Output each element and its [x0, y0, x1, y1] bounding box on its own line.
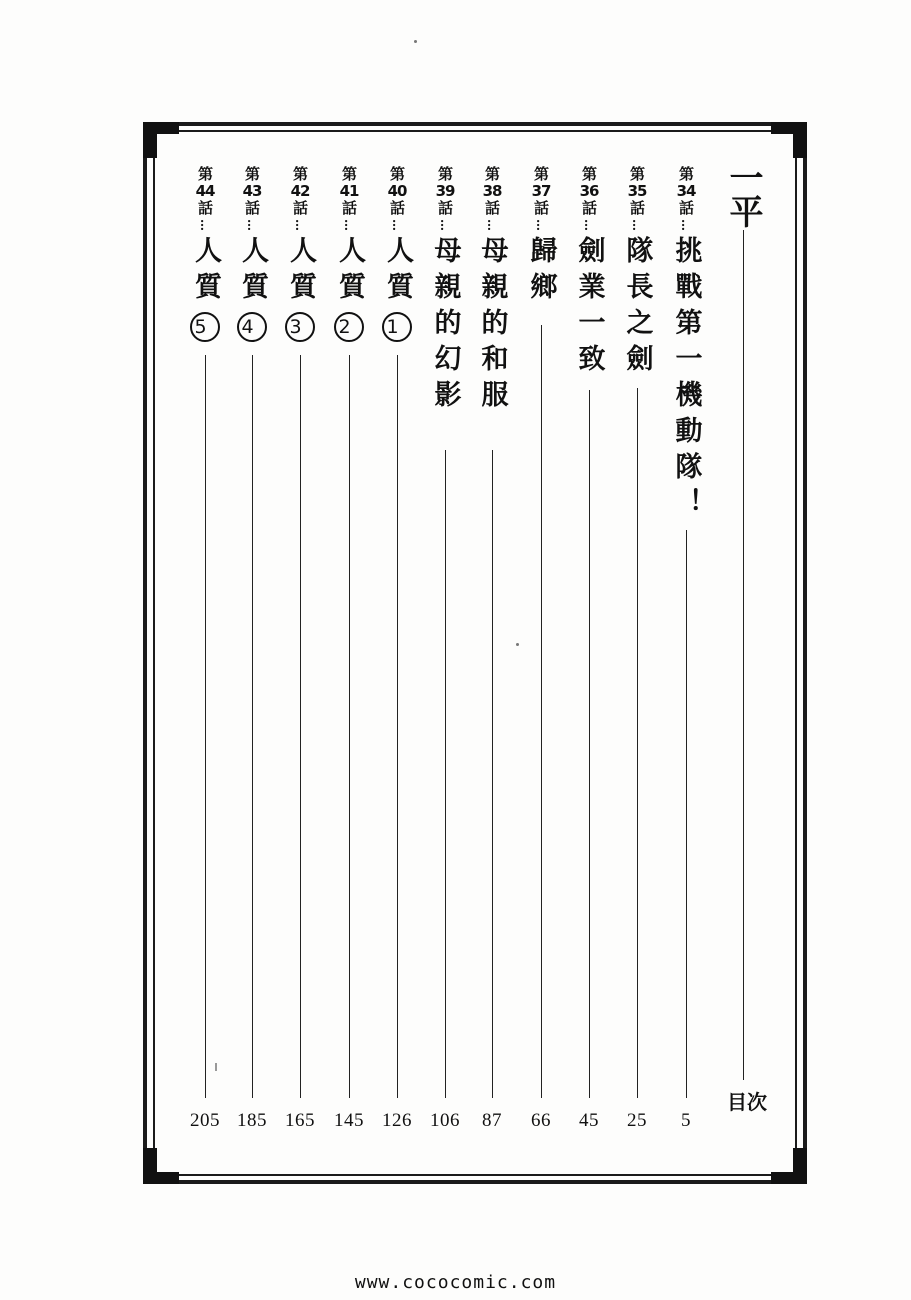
chapter-part-number: 5 [190, 312, 220, 342]
chapter-entry[interactable] [567, 166, 611, 380]
chapter-page-number: 185 [237, 1110, 267, 1131]
chapter-page-number: 45 [579, 1110, 599, 1131]
chapter-title-text: 母親的幻影 [429, 236, 461, 416]
chapter-page-number: 66 [531, 1110, 551, 1131]
chapter-page-number: 205 [190, 1110, 220, 1131]
chapter-entry[interactable] [230, 166, 274, 342]
chapter-title-text: 人質 [382, 236, 413, 308]
chapter-label: 第34話 [676, 165, 696, 217]
chapter-leader-line [492, 450, 493, 1098]
chapter-entry[interactable] [278, 166, 322, 342]
chapter-leader-dots: … [630, 219, 644, 232]
chapter-title [573, 236, 605, 380]
chapter-title [190, 236, 220, 342]
chapter-entry[interactable] [615, 166, 659, 380]
chapter-part-number: 3 [285, 312, 315, 342]
chapter-leader-dots: … [582, 219, 596, 232]
toc-heading-top: 一平 [723, 160, 763, 228]
chapter-label: 第43話 [242, 165, 262, 217]
chapter-label: 第42話 [290, 165, 310, 217]
chapter-title [525, 236, 557, 308]
chapter-page-number: 5 [681, 1110, 691, 1131]
chapter-leader-line [252, 355, 253, 1098]
chapter-leader-line [300, 355, 301, 1098]
frame-corner-bl-h [143, 1172, 179, 1184]
chapter-leader-dots: … [293, 219, 307, 232]
chapter-leader-line [686, 530, 687, 1098]
frame-bottom-outer [143, 1180, 807, 1184]
speck [516, 643, 519, 646]
chapter-page-number: 165 [285, 1110, 315, 1131]
frame-right-outer [803, 122, 807, 1184]
chapter-entry[interactable] [664, 166, 708, 524]
chapter-title-text: 人質 [334, 236, 365, 308]
chapter-title [670, 236, 702, 524]
chapter-leader-dots: … [438, 219, 452, 232]
frame-corner-br-h [771, 1172, 807, 1184]
frame-left-outer [143, 122, 147, 1184]
frame-bottom-inner [179, 1174, 771, 1176]
chapter-title [237, 236, 267, 342]
chapter-title [429, 236, 461, 416]
toc-heading-bottom: 目次 [727, 1090, 767, 1114]
chapter-leader-dots: … [390, 219, 404, 232]
chapter-label: 第40話 [387, 165, 407, 217]
frame-right-inner [795, 158, 797, 1148]
chapter-page-number: 126 [382, 1110, 412, 1131]
chapter-leader-line [589, 390, 590, 1098]
chapter-title-text: 人質 [285, 236, 316, 308]
chapter-label: 第39話 [435, 165, 455, 217]
chapter-leader-dots: … [198, 219, 212, 232]
chapter-label: 第37話 [531, 165, 551, 217]
chapter-entry[interactable] [519, 166, 563, 308]
chapter-title [334, 236, 364, 342]
speck [414, 40, 417, 43]
chapter-title-text: 隊長之劍 [621, 236, 653, 380]
chapter-label: 第38話 [482, 165, 502, 217]
chapter-leader-dots: … [679, 219, 693, 232]
chapter-entry[interactable] [470, 166, 514, 416]
frame-left-inner [153, 158, 155, 1148]
chapter-title-text: 挑戰第一機動隊！ [670, 236, 702, 524]
frame-top-outer [143, 122, 807, 126]
chapter-entry[interactable] [423, 166, 467, 416]
chapter-leader-line [445, 450, 446, 1098]
chapter-label: 第36話 [579, 165, 599, 217]
chapter-entry[interactable] [183, 166, 227, 342]
chapter-leader-line [637, 388, 638, 1098]
chapter-page-number: 145 [334, 1110, 364, 1131]
chapter-title-text: 人質 [237, 236, 268, 308]
chapter-title-text: 劍業一致 [573, 236, 605, 380]
chapter-part-number: 2 [334, 312, 364, 342]
chapter-page-number: 25 [627, 1110, 647, 1131]
chapter-leader-line [205, 355, 206, 1098]
chapter-entry[interactable] [327, 166, 371, 342]
frame-corner-tr-h [771, 122, 807, 134]
chapter-title [382, 236, 412, 342]
chapter-title-text: 歸鄉 [525, 236, 557, 308]
frame-top-inner [179, 130, 771, 132]
chapter-title-text: 人質 [190, 236, 221, 308]
chapter-entry[interactable] [375, 166, 419, 342]
chapter-leader-dots: … [342, 219, 356, 232]
chapter-label: 第41話 [339, 165, 359, 217]
chapter-title [285, 236, 315, 342]
chapter-leader-line [397, 355, 398, 1098]
chapter-page-number: 87 [482, 1110, 502, 1131]
footer-url: www.cococomic.com [354, 1272, 557, 1293]
chapter-part-number: 4 [237, 312, 267, 342]
chapter-page-number: 106 [430, 1110, 460, 1131]
chapter-part-number: 1 [382, 312, 412, 342]
chapter-leader-dots: … [485, 219, 499, 232]
chapter-leader-line [541, 325, 542, 1098]
chapter-leader-line [349, 355, 350, 1098]
chapter-label: 第35話 [627, 165, 647, 217]
heading-leader-line [743, 230, 744, 1080]
chapter-leader-dots: … [245, 219, 259, 232]
chapter-title [476, 236, 508, 416]
speck [215, 1063, 217, 1071]
chapter-label: 第44話 [195, 165, 215, 217]
frame-corner-tl-h [143, 122, 179, 134]
chapter-title [621, 236, 653, 380]
chapter-leader-dots: … [534, 219, 548, 232]
chapter-title-text: 母親的和服 [476, 236, 508, 416]
